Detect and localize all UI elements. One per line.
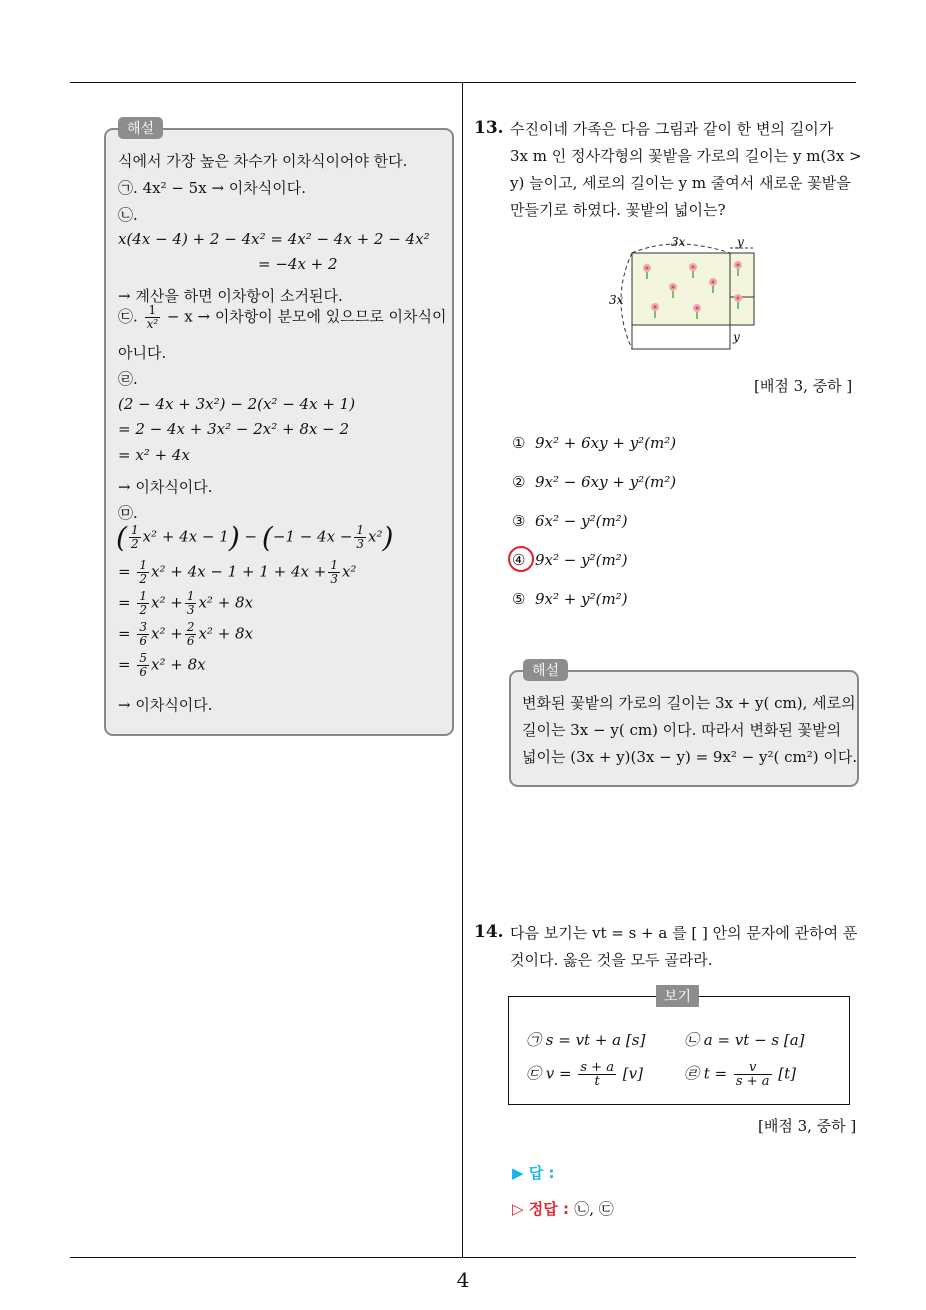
sol-line: (2 − 4x + 3x²) − 2(x² − 4x + 1) bbox=[118, 395, 356, 413]
bogi-text: [v] bbox=[622, 1064, 643, 1083]
numerator: 1 bbox=[130, 523, 139, 537]
numerator: 2 bbox=[186, 620, 195, 634]
denominator: 2 bbox=[130, 537, 139, 551]
numerator: 1 bbox=[330, 558, 338, 572]
sol-line: = 2 − 4x + 3x² − 2x² + 8x − 2 bbox=[118, 420, 349, 438]
answer-circle-mark bbox=[508, 546, 534, 572]
bogi-item: ㉡ a = vt − s [a] bbox=[684, 1031, 805, 1049]
fraction bbox=[137, 621, 149, 648]
sol-line bbox=[118, 304, 446, 331]
option-mark: ① bbox=[512, 434, 526, 452]
sol-text: x² + 8x bbox=[198, 593, 254, 612]
sol-line: → 이차식이다. bbox=[118, 478, 213, 496]
paren: ( bbox=[261, 521, 273, 554]
sol-text: 4x² − 5x → 이차식이다. bbox=[142, 179, 307, 197]
denominator: 3 bbox=[186, 603, 195, 617]
garden-figure bbox=[605, 230, 765, 358]
sol-line: ㉡. bbox=[118, 206, 138, 224]
sol-line: ㉣. bbox=[118, 370, 138, 388]
option-text: 9x² − y²(m²) bbox=[535, 551, 628, 569]
sol-line: → 이차식이다. bbox=[118, 696, 213, 714]
sol-line: → 계산을 하면 이차항이 소거된다. bbox=[118, 287, 343, 305]
sol-line bbox=[118, 621, 253, 648]
sol-line: 식에서 가장 높은 차수가 이차식이어야 한다. bbox=[118, 152, 408, 170]
fig-label-left: 3x bbox=[609, 293, 624, 307]
paren: ( bbox=[116, 521, 127, 554]
numerator: 5 bbox=[139, 651, 147, 665]
bogi-box bbox=[508, 996, 850, 1105]
option-mark: ② bbox=[512, 473, 526, 491]
denominator: s + a bbox=[735, 1074, 770, 1089]
denominator: 6 bbox=[139, 665, 147, 679]
question-text: 3x m 인 정사각형의 꽃밭을 가로의 길이는 y m(3x > bbox=[510, 147, 862, 165]
solution-tab: 해설 bbox=[523, 659, 568, 681]
sol-line: ㉤. bbox=[118, 504, 138, 522]
denominator: 3 bbox=[356, 537, 365, 551]
question-text: 만들기로 하였다. 꽃밭의 넓이는? bbox=[510, 201, 726, 219]
question-number: 14. bbox=[474, 922, 504, 942]
correct-value: ㉡, ㉢ bbox=[574, 1200, 614, 1218]
score-label: [배점 3, 중하 ] bbox=[754, 377, 853, 395]
sol-line bbox=[118, 177, 306, 198]
question-text: 다음 보기는 vt = s + a 를 [ ] 안의 문자에 관하여 푼 bbox=[510, 924, 858, 942]
denominator: 3 bbox=[330, 572, 338, 586]
numerator: 1 bbox=[186, 589, 195, 603]
bogi-item bbox=[526, 1061, 643, 1088]
question-text: 수진이네 가족은 다음 그림과 같이 한 변의 길이가 bbox=[510, 120, 834, 138]
bottom-rule bbox=[70, 1257, 856, 1258]
marker: ㉠. bbox=[118, 179, 138, 197]
denominator: 6 bbox=[139, 634, 147, 648]
denominator: t bbox=[594, 1074, 600, 1089]
sol-text: = bbox=[118, 593, 131, 612]
numerator: 1 bbox=[139, 558, 147, 572]
question-text: y) 늘이고, 세로의 길이는 y m 줄여서 새로운 꽃밭을 bbox=[510, 174, 851, 192]
sol-text: −1 − 4x − bbox=[272, 527, 353, 546]
option-text: 6x² − y²(m²) bbox=[535, 512, 628, 530]
sol-text: = bbox=[118, 562, 131, 581]
top-rule bbox=[70, 82, 856, 83]
bogi-text: ㉣ t = bbox=[684, 1064, 728, 1083]
sol-line: x(4x − 4) + 2 − 4x² = 4x² − 4x + 2 − 4x² bbox=[118, 230, 430, 248]
option-2[interactable] bbox=[512, 473, 676, 491]
numerator: 3 bbox=[139, 620, 147, 634]
denominator: 6 bbox=[186, 634, 195, 648]
denominator: x² bbox=[146, 317, 159, 331]
bogi-text: ㉢ v = bbox=[526, 1064, 572, 1083]
fraction bbox=[137, 590, 149, 617]
fraction bbox=[129, 524, 141, 551]
sol-text: x² + 8x bbox=[151, 655, 206, 674]
sol-text: x² + bbox=[151, 593, 183, 612]
option-1[interactable] bbox=[512, 434, 676, 452]
sol-line bbox=[118, 652, 206, 679]
original-garden bbox=[632, 253, 730, 325]
question-number: 13. bbox=[474, 118, 504, 138]
correct-label: ▷ 정답 : bbox=[512, 1200, 569, 1218]
sol-text: x² + 4x − 1 bbox=[142, 527, 229, 546]
numerator: v bbox=[734, 1061, 772, 1075]
page-number: 4 bbox=[456, 1268, 470, 1292]
fig-label-top: 3x bbox=[671, 235, 686, 249]
denominator: 2 bbox=[139, 603, 147, 617]
sol-text: x² + 4x − 1 + 1 + 4x + bbox=[151, 562, 327, 581]
sol-line: = −4x + 2 bbox=[258, 255, 338, 273]
fraction bbox=[137, 652, 149, 679]
denominator: 2 bbox=[139, 572, 147, 586]
paren: ) bbox=[228, 521, 240, 554]
sol-text: = bbox=[118, 655, 131, 674]
solution-text: 넓이는 (3x + y)(3x − y) = 9x² − y²( cm²) 이다. bbox=[522, 748, 858, 766]
solution-tab: 해설 bbox=[118, 117, 163, 139]
numerator: 1 bbox=[356, 523, 365, 537]
fraction bbox=[185, 621, 197, 648]
option-text: 9x² − 6xy + y²(m²) bbox=[535, 473, 677, 491]
sol-line bbox=[116, 521, 393, 554]
sol-text: − x → 이차항이 분모에 있으므로 이차식이 bbox=[166, 307, 447, 326]
bogi-item bbox=[684, 1061, 796, 1088]
sol-line: 아니다. bbox=[118, 344, 167, 362]
bogi-item: ㉠ s = vt + a [s] bbox=[526, 1031, 646, 1049]
option-5[interactable] bbox=[512, 590, 628, 608]
fraction bbox=[328, 559, 340, 586]
column-divider bbox=[462, 82, 463, 1258]
numerator: s + a bbox=[580, 1060, 614, 1075]
sol-text: = bbox=[118, 624, 131, 643]
sol-line: = x² + 4x bbox=[118, 446, 190, 464]
fraction bbox=[734, 1061, 772, 1088]
removed-strip bbox=[632, 325, 730, 349]
option-mark: ③ bbox=[512, 512, 526, 530]
fraction bbox=[354, 524, 366, 551]
sol-line bbox=[118, 559, 356, 586]
marker: ㉢. bbox=[118, 307, 138, 326]
question-text: 것이다. 옳은 것을 모두 골라라. bbox=[510, 951, 713, 969]
paren: ) bbox=[382, 521, 394, 554]
sol-text: x² + bbox=[151, 624, 183, 643]
bogi-tab: 보기 bbox=[656, 985, 699, 1007]
sol-text: x² bbox=[368, 527, 383, 546]
fraction bbox=[137, 559, 149, 586]
bogi-text: [t] bbox=[778, 1064, 797, 1083]
correct-answer bbox=[512, 1198, 614, 1219]
solution-text: 변화된 꽃밭의 가로의 길이는 3x + y( cm), 세로의 bbox=[522, 694, 856, 712]
option-text: 9x² + y²(m²) bbox=[535, 590, 628, 608]
option-3[interactable] bbox=[512, 512, 628, 530]
option-mark: ④ bbox=[512, 551, 526, 569]
fig-label-y-right: y bbox=[733, 330, 740, 344]
numerator: 1 bbox=[139, 589, 147, 603]
fraction bbox=[185, 590, 197, 617]
option-text: 9x² + 6xy + y²(m²) bbox=[535, 434, 677, 452]
numerator: 1 bbox=[145, 304, 161, 318]
solution-text: 길이는 3x − y( cm) 이다. 따라서 변화된 꽃밭의 bbox=[522, 721, 842, 739]
sol-text: − bbox=[244, 527, 258, 546]
answer-label: ▶ 답 : bbox=[512, 1164, 555, 1182]
sol-text: x² + 8x bbox=[198, 624, 254, 643]
sol-line bbox=[118, 590, 253, 617]
score-label: [배점 3, 중하 ] bbox=[758, 1117, 857, 1135]
fraction bbox=[145, 304, 161, 331]
fig-label-y-top: y bbox=[737, 235, 744, 249]
added-strip bbox=[730, 253, 754, 325]
option-mark: ⑤ bbox=[512, 590, 526, 608]
fraction bbox=[578, 1061, 616, 1088]
sol-text: x² bbox=[341, 562, 357, 581]
